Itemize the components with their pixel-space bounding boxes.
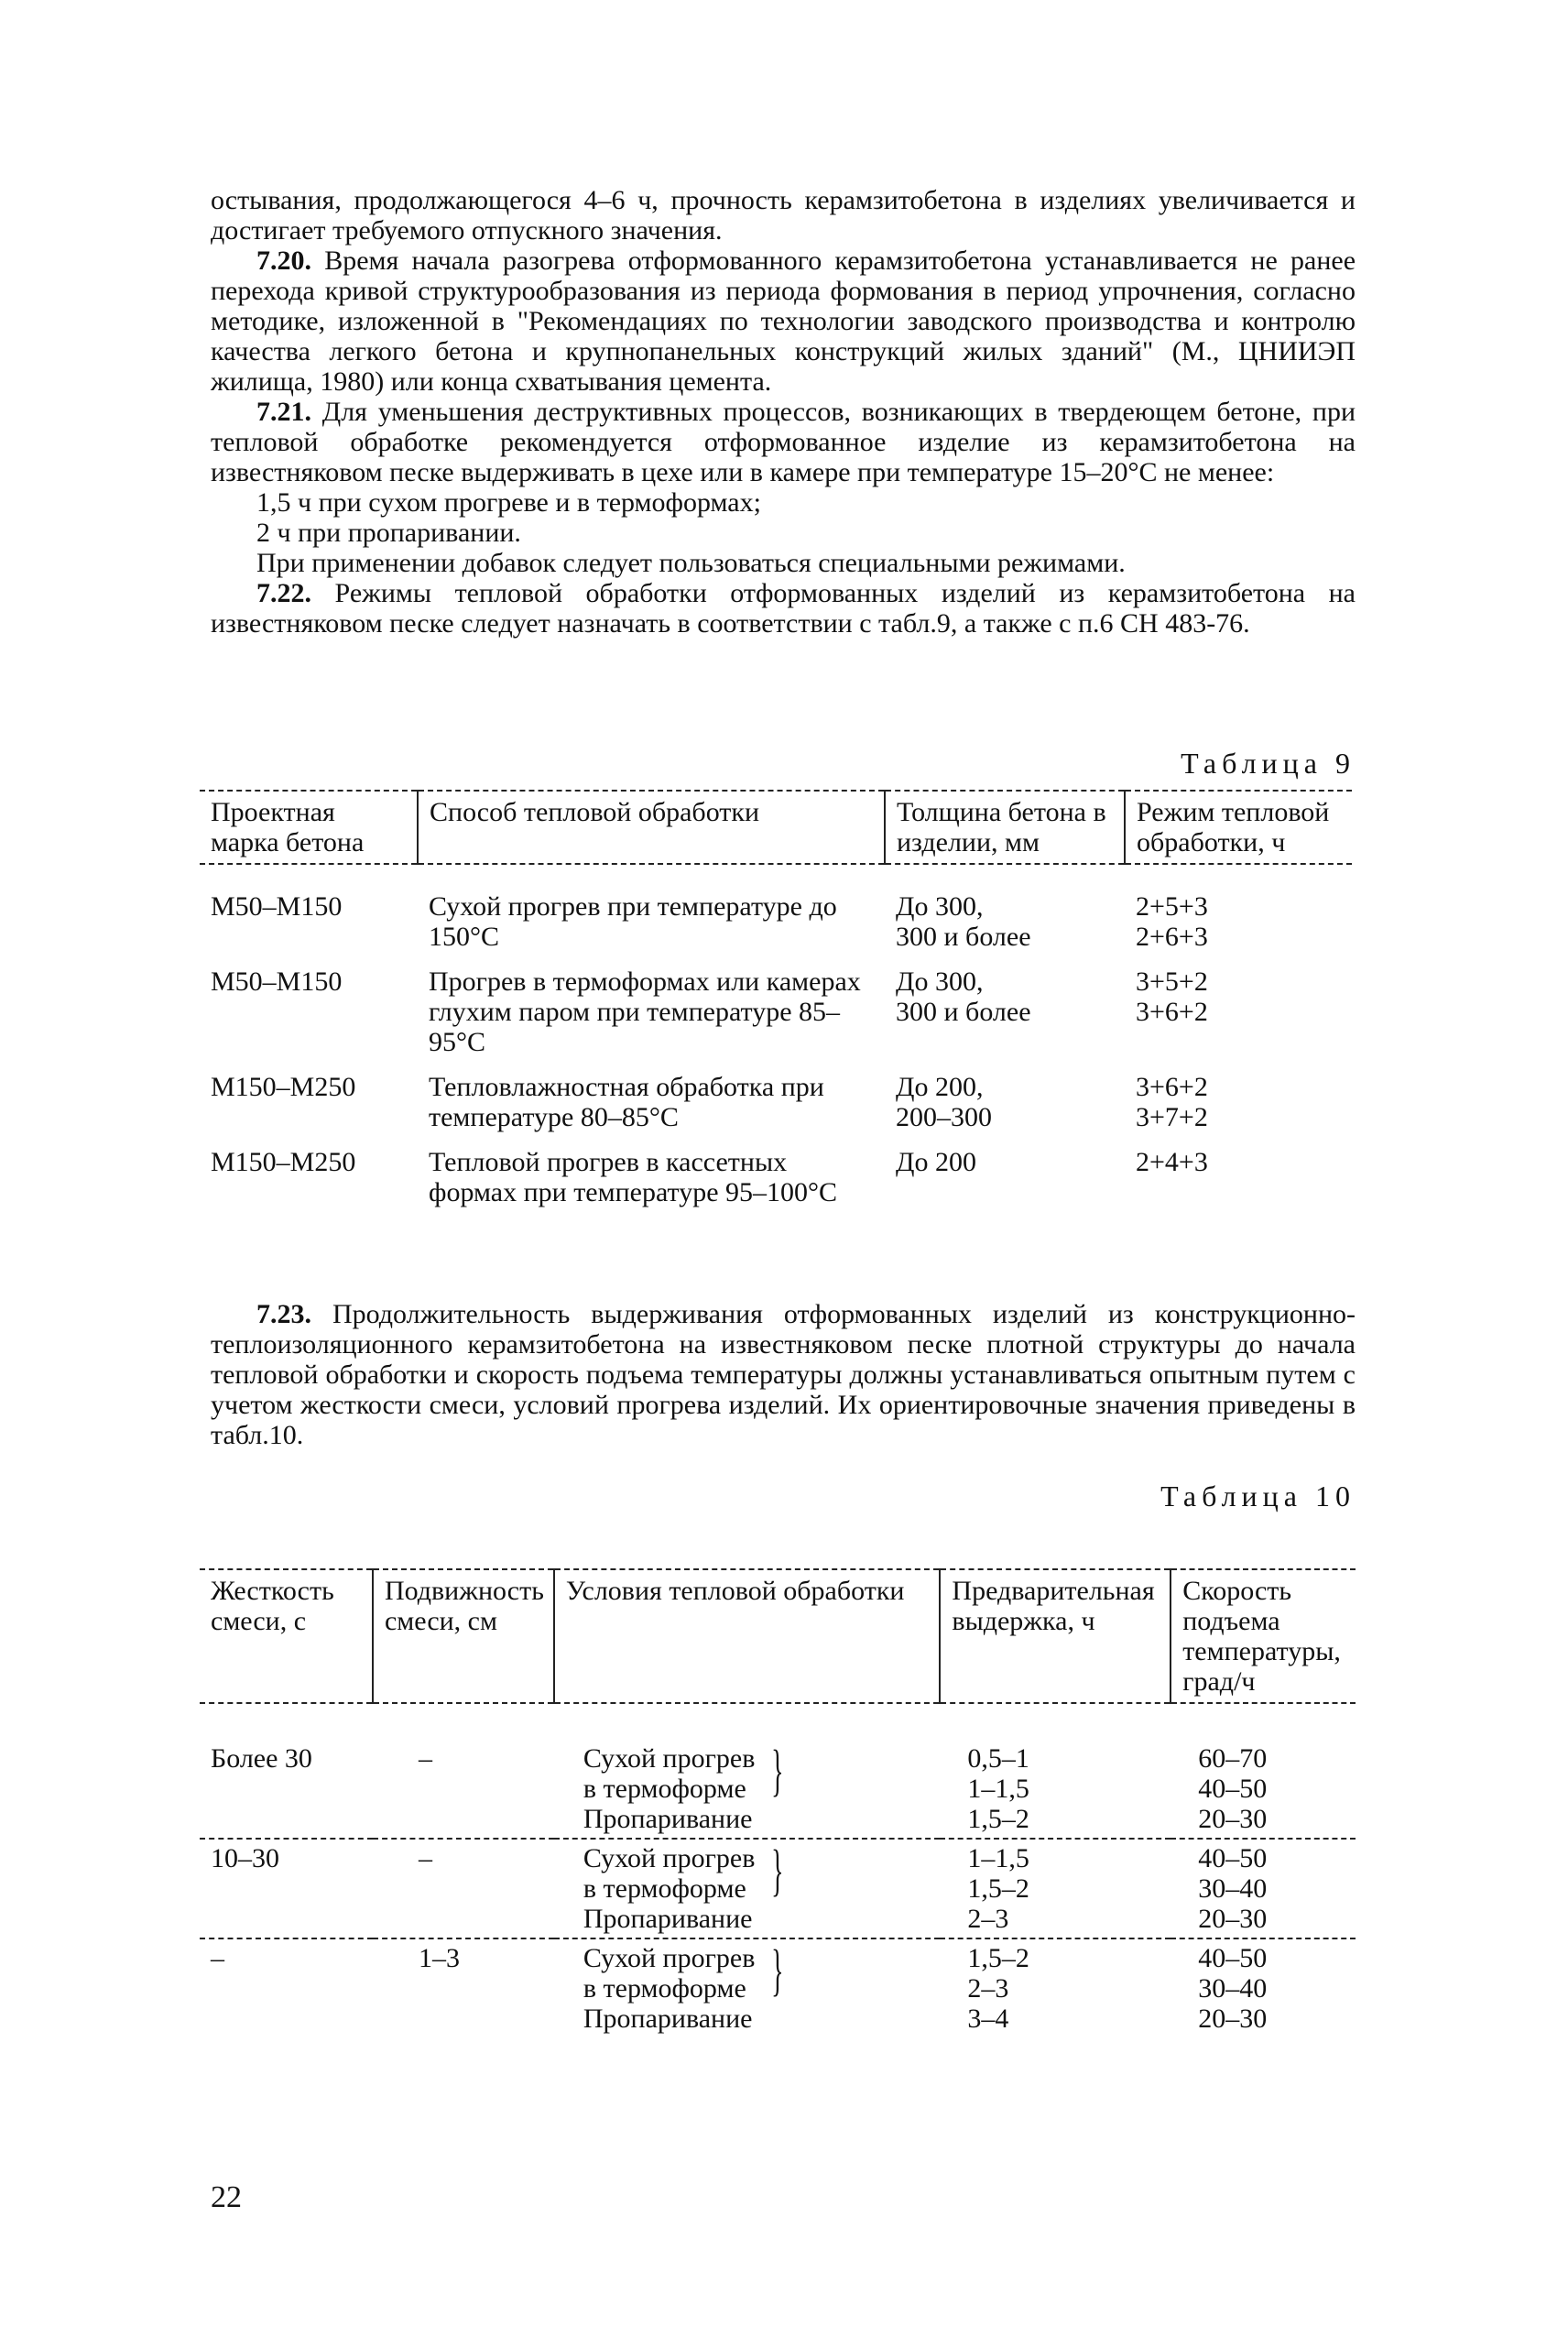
grade-cell: М150–М250 xyxy=(211,1072,356,1102)
paragraph-text: Для уменьшения деструктивных процессов, возникающих в твердеющем бетоне, при тепловой обработке рекомендуется отформованное изделие из керамзитобетона на известняковом песке выдерживать в цехе или в камере при температуре 15–20°С не менее: xyxy=(211,397,1356,487)
column-header: Жесткость смеси, с xyxy=(211,1576,334,1636)
paragraph-text: Режимы тепловой обработки отформованных изделий из керамзитобетона на известняковом песке следует назначать в соответствии с табл.9, а также с п.6 СН 483-76. xyxy=(211,578,1356,639)
conditions-cell: Сухой прогрев в термоформе Пропаривание } xyxy=(583,1740,784,1834)
stiffness-cell: – xyxy=(211,1943,224,1973)
column-header: Скорость подъема температуры, град/ч xyxy=(1171,1569,1356,1703)
mode-cell: 2+5+3 2+6+3 xyxy=(1136,891,1208,952)
table-10-caption: Таблица 10 xyxy=(1160,1480,1356,1512)
grade-cell: М150–М250 xyxy=(211,1147,356,1177)
method-cell: Тепловлажностная обработка при температуре 80–85°С xyxy=(429,1072,824,1132)
table-header-row xyxy=(200,791,1352,864)
table-10 xyxy=(200,1568,1356,2037)
stiffness-cell: 10–30 xyxy=(211,1843,279,1873)
thickness-cell: До 200, 200–300 xyxy=(896,1072,992,1132)
paragraph-7-22 xyxy=(211,578,1356,639)
text-block-top xyxy=(211,185,1356,639)
hold-cell: 1–1,5 1,5–2 2–3 xyxy=(967,1843,1029,1934)
column-header: Способ тепловой обработки xyxy=(418,791,885,864)
table-9-caption: Таблица 9 xyxy=(1181,747,1356,780)
table-row xyxy=(200,891,1352,952)
conditions-cell: Сухой прогрев в термоформе Пропаривание } xyxy=(583,1840,784,1934)
thickness-cell: До 200 xyxy=(896,1147,976,1177)
mobility-cell: – xyxy=(418,1743,432,1774)
paragraph-continuation: остывания, продолжающегося 4–6 ч, прочность керамзитобетона в изделиях увеличивается и достигает требуемого отпускного значения. xyxy=(211,185,1356,246)
mobility-cell: – xyxy=(418,1843,432,1873)
grade-cell: М50–М150 xyxy=(211,891,343,922)
column-header: Предварительная выдержка, ч xyxy=(940,1569,1171,1703)
table-row xyxy=(200,1938,1356,2037)
method-cell: Сухой прогрев при температуре до 150°С xyxy=(429,891,837,952)
table-row xyxy=(200,1147,1352,1207)
section-number: 7.23. xyxy=(256,1299,311,1329)
rate-cell: 40–50 30–40 20–30 xyxy=(1198,1943,1268,2034)
method-cell: Тепловой прогрев в кассетных формах при температуре 95–100°С xyxy=(429,1147,838,1207)
column-header: Толщина бетона в изделии, мм xyxy=(885,791,1125,864)
column-header: Подвижность смеси, см xyxy=(373,1569,554,1703)
paragraph-7-23 xyxy=(211,1299,1356,1450)
paragraph-7-21 xyxy=(211,397,1356,487)
hold-cell: 1,5–2 2–3 3–4 xyxy=(967,1943,1029,2034)
page-number: 22 xyxy=(211,2180,242,2214)
paragraph-additives: При применении добавок следует пользоваться специальными режимами. xyxy=(256,548,1126,578)
mode-cell: 3+5+2 3+6+2 xyxy=(1136,966,1208,1027)
brace-icon: } xyxy=(771,1939,784,2002)
thickness-cell: До 300, 300 и более xyxy=(896,966,1031,1027)
hold-cell: 0,5–1 1–1,5 1,5–2 xyxy=(967,1743,1029,1834)
column-header: Режим тепловой обработки, ч xyxy=(1125,791,1352,864)
brace-icon: } xyxy=(771,1740,784,1802)
list-item: 2 ч при пропаривании. xyxy=(256,518,521,548)
table-row xyxy=(200,1839,1356,1938)
section-number: 7.20. xyxy=(256,246,311,276)
mobility-cell: 1–3 xyxy=(418,1943,460,1973)
paragraph-text: Продолжительность выдерживания отформованных изделий из конструкционно-теплоизоляционного керамзитобетона на известняковом песке плотной структуры до начала тепловой обработки и скорость подъема температуры должны устанавливаться опытным путем с учетом жесткости смеси, условий прогрева изделий. Их ориентировочные значения приведены в табл.10. xyxy=(211,1299,1356,1450)
rate-cell: 40–50 30–40 20–30 xyxy=(1198,1843,1268,1934)
thickness-cell: До 300, 300 и более xyxy=(896,891,1031,952)
stiffness-cell: Более 30 xyxy=(211,1743,312,1774)
section-number: 7.22. xyxy=(256,578,311,608)
brace-icon: } xyxy=(771,1840,784,1902)
conditions-cell: Сухой прогрев в термоформе Пропаривание } xyxy=(583,1939,784,2034)
method-cell: Прогрев в термоформах или камерах глухим паром при температуре 85–95°С xyxy=(429,966,861,1057)
table-row xyxy=(200,1072,1352,1132)
paragraph-text: Время начала разогрева отформованного керамзитобетона устанавливается не ранее перехода кривой структурообразования из периода формования в период упрочнения, согласно методике, изложенной в "Рекомендациях по технологии заводского производства и контролю качества легкого бетона и крупнопанельных конструкций жилых зданий" (М., ЦНИИЭП жилища, 1980) или конца схватывания цемента. xyxy=(211,246,1356,397)
table-row xyxy=(200,966,1352,1057)
table-header-row xyxy=(200,1569,1356,1703)
table-9 xyxy=(200,790,1352,1207)
list-item: 1,5 ч при сухом прогреве и в термоформах; xyxy=(256,487,761,518)
mode-cell: 2+4+3 xyxy=(1136,1147,1208,1177)
grade-cell: М50–М150 xyxy=(211,966,343,997)
table-row xyxy=(200,1740,1356,1839)
column-header: Условия тепловой обработки xyxy=(554,1569,941,1703)
column-header: Проектная марка бетона xyxy=(211,797,365,857)
mode-cell: 3+6+2 3+7+2 xyxy=(1136,1072,1208,1132)
text-block-7-23 xyxy=(211,1299,1356,1450)
paragraph-7-20 xyxy=(211,246,1356,397)
rate-cell: 60–70 40–50 20–30 xyxy=(1198,1743,1268,1834)
section-number: 7.21. xyxy=(256,397,311,427)
